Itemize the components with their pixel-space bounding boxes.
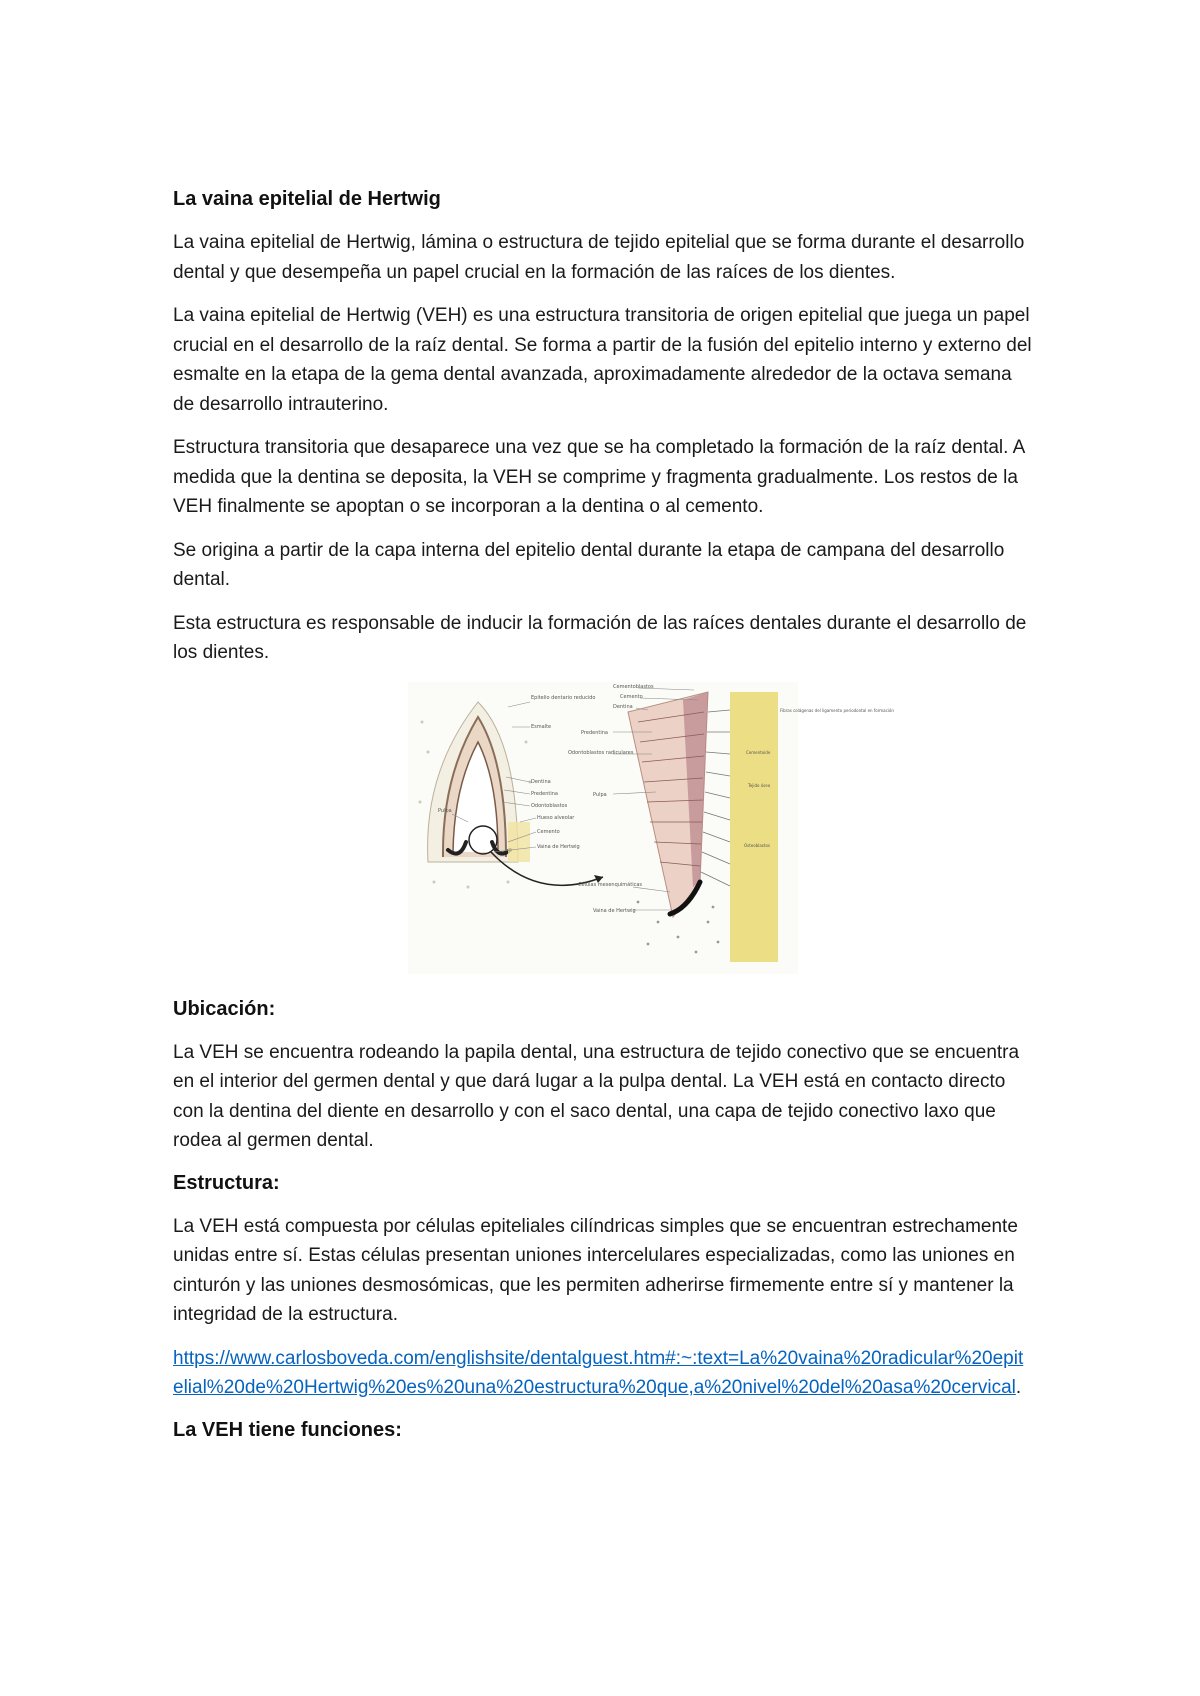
paragraph-1: La vaina epitelial de Hertwig, lámina o estructura de tejido epitelial que se forma durante el desarrollo dental y que desempeña un papel crucial en la formación de las raíces de los dientes. [173, 232, 1025, 283]
reference-link[interactable]: https://www.carlosboveda.com/englishsite/dentalguest.htm#:~:text=La%20vaina%20radicular%20epitelial%20de%20Hertwig%20es%20una%20estructura%20que,a%20nivel%20del%20asa%20cervical [173, 1347, 1024, 1398]
paragraph-3: Estructura transitoria que desaparece una vez que se ha completado la formación de la raíz dental. A medida que la dentina se deposita, la VEH se comprime y fragmenta gradualmente. Los restos de la VEH finalmente se apoptan o se incorporan a la dentina o al cemento. [173, 437, 1025, 517]
hertwig-sheath-illustration [408, 682, 894, 974]
heading-ubicacion: Ubicación: [173, 997, 276, 1020]
paragraph-ubicacion: La VEH se encuentra rodeando la papila dental, una estructura de tejido conectivo que se encuentra en el interior del germen dental y que dará lugar a la pulpa dental. La VEH está en contacto directo con la dentina del diente en desarrollo y con el saco dental, una capa de tejido conectivo laxo que rodea al germen dental. [173, 1041, 1020, 1151]
reference-paragraph [173, 1344, 1033, 1403]
fig-label-vaina-r: Vaina de Hertwig [593, 907, 636, 914]
fig-label-odontoblastos: Odontoblastos [531, 802, 568, 809]
fig-label-dentina: Dentina [531, 778, 551, 785]
fig-label-predentina: Predentina [531, 790, 558, 797]
fig-label-odontoblastos-r: Odontoblastos radiculares [568, 749, 634, 756]
fig-label-pulpa: Pulpa [438, 807, 452, 814]
fig-label-cementoide: Cementoide [746, 749, 771, 755]
fig-label-fibras: Fibras colágenas del ligamento periodontal en formación [780, 707, 894, 713]
paragraph-2: La vaina epitelial de Hertwig (VEH) es una estructura transitoria de origen epitelial que juega un papel crucial en el desarrollo de la raíz dental. Se forma a partir de la fusión del epitelio interno y externo del esmalte en la etapa de la gema dental avanzada, aproximadamente alrededor de la octava semana de desarrollo intrauterino. [173, 305, 1032, 415]
paragraph-4: Se origina a partir de la capa interna del epitelio dental durante la etapa de campana del desarrollo dental. [173, 539, 1005, 590]
fig-label-dentina-r: Dentina [613, 703, 633, 710]
fig-label-hueso: Hueso alveolar [537, 814, 575, 821]
document-body [173, 186, 1033, 1459]
fig-label-osteoblastos: Osteoblastos [744, 842, 770, 848]
paragraph-estructura: La VEH está compuesta por células epiteliales cilíndricas simples que se encuentran estrechamente unidas entre sí. Estas células presentan uniones intercelulares especializadas, como las uniones en cinturón y las uniones desmosómicas, que les permiten adherirse firmemente entre sí y mantener la integridad de la estructura. [173, 1215, 1018, 1325]
fig-label-predentina-r: Predentina [581, 729, 608, 736]
document-title: La vaina epitelial de Hertwig [173, 188, 441, 210]
fig-label-tejido-oseo: Tejido óseo [748, 782, 771, 788]
heading-funciones: La VEH tiene funciones: [173, 1418, 402, 1441]
fig-label-cemento-r: Cemento [620, 693, 643, 700]
fig-label-cementoblastos: Cementoblastos [613, 683, 654, 690]
link-trailing-period: . [1015, 1377, 1022, 1398]
fig-label-cemento: Cemento [537, 828, 560, 835]
heading-estructura: Estructura: [173, 1171, 280, 1194]
fig-label-vaina: Vaina de Hertwig [537, 843, 580, 850]
fig-label-esmalte: Esmalte [531, 723, 552, 730]
fig-label-epitelio: Epitelio dentario reducido [531, 694, 596, 701]
fig-label-pulpa-r: Pulpa [593, 791, 607, 798]
paragraph-5: Esta estructura es responsable de inducir la formación de las raíces dentales durante el desarrollo de los dientes. [173, 612, 1027, 663]
fig-label-celulas: Células mesenquimáticas [578, 881, 643, 888]
